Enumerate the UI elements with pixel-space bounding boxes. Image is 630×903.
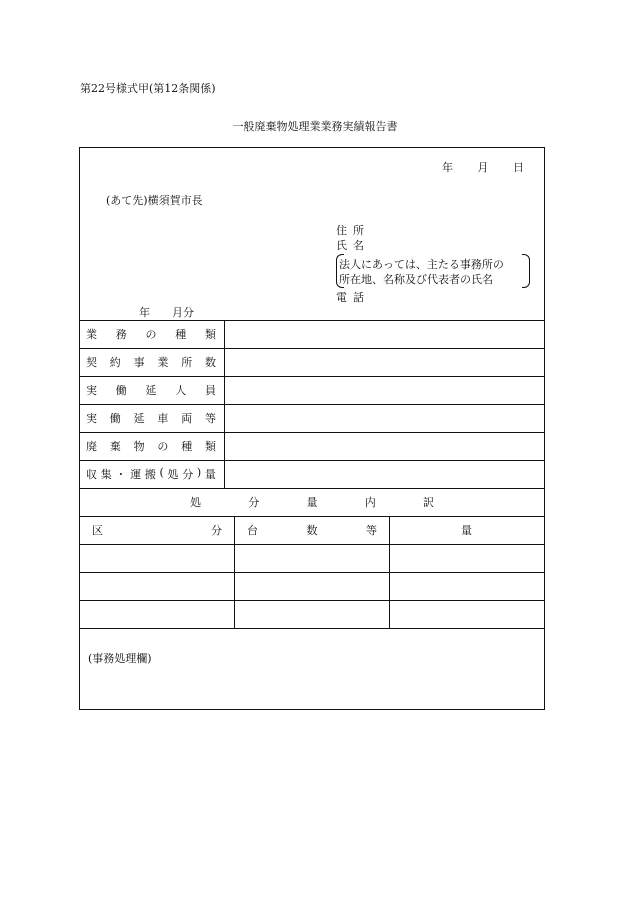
breakdown-cell[interactable] — [390, 544, 543, 572]
label-char: 働 — [109, 412, 121, 425]
breakdown-row — [80, 600, 544, 629]
label-char: の — [145, 328, 157, 341]
item-row-label-text — [86, 382, 216, 398]
item-row-label — [80, 376, 225, 404]
period-year: 年 — [139, 306, 150, 319]
breakdown-title-char: 分 — [248, 496, 260, 509]
label-char: 種 — [181, 440, 193, 453]
label-char: の — [157, 440, 169, 453]
date-line — [442, 159, 524, 175]
label-char: 集 — [100, 468, 112, 481]
column-header — [80, 516, 235, 544]
item-row-value-field[interactable] — [225, 376, 544, 404]
label-char: 業 — [86, 328, 97, 341]
label-char: 車 — [157, 412, 169, 425]
breakdown-title-row — [80, 488, 544, 517]
breakdown-cell[interactable] — [390, 572, 543, 600]
item-row-label — [80, 404, 225, 432]
column-header-char: 区 — [92, 524, 103, 537]
label-char: 類 — [204, 440, 216, 453]
memo-label: (事務処理欄) — [88, 652, 152, 665]
form-header — [80, 148, 544, 321]
breakdown-title-char: 内 — [364, 496, 376, 509]
item-row — [80, 460, 544, 489]
item-row-label-text — [86, 410, 216, 426]
label-char: 所 — [181, 356, 193, 369]
label-char: 搬 — [144, 468, 156, 481]
breakdown-row — [80, 572, 544, 601]
column-header-char: 台 — [247, 524, 258, 537]
addressee: (あて先)横須賀市長 — [106, 194, 203, 207]
breakdown-header-row — [80, 516, 544, 545]
item-row-label-text — [86, 466, 216, 482]
label-char: 分 — [182, 468, 194, 481]
column-header-text — [402, 522, 531, 538]
document-title: 一般廃棄物処理業業務実績報告書 — [232, 120, 398, 133]
item-row-value-field[interactable] — [225, 320, 544, 348]
report-form — [79, 147, 545, 710]
column-header-char: 量 — [461, 524, 472, 537]
label-char: 実 — [86, 412, 97, 425]
item-row-value-field[interactable] — [225, 432, 544, 460]
breakdown-title-char: 処 — [190, 496, 201, 509]
item-row-label — [80, 432, 225, 460]
label-char: 棄 — [109, 440, 121, 453]
label-char: 量 — [204, 468, 216, 481]
item-row-value-field[interactable] — [225, 348, 544, 376]
note-bracket-right — [522, 254, 530, 288]
address-label: 住所 — [336, 224, 370, 237]
label-char: 処 — [167, 468, 179, 481]
item-row-label-text — [86, 326, 216, 342]
breakdown-cell[interactable] — [80, 544, 235, 572]
label-char: 運 — [130, 468, 142, 481]
item-row-value-field[interactable] — [225, 404, 544, 432]
column-header-char: 分 — [211, 524, 222, 537]
column-header-text — [92, 522, 222, 538]
column-header-char: 数 — [306, 524, 318, 537]
label-char: 人 — [175, 384, 187, 397]
label-char: 業 — [157, 356, 169, 369]
breakdown-cell[interactable] — [235, 600, 390, 628]
column-header — [235, 516, 390, 544]
label-char: 物 — [133, 440, 145, 453]
label-char: 契 — [86, 356, 97, 369]
corporate-note — [336, 254, 530, 288]
breakdown-cell[interactable] — [80, 600, 235, 628]
item-row-value-field[interactable] — [225, 460, 544, 488]
date-day-char: 日 — [513, 161, 524, 174]
period-month: 月分 — [172, 306, 194, 319]
item-row — [80, 320, 544, 349]
label-char: 約 — [109, 356, 121, 369]
date-month-char: 月 — [477, 161, 489, 174]
breakdown-title-char: 量 — [306, 496, 318, 509]
breakdown-title — [190, 494, 434, 510]
item-row-label — [80, 348, 225, 376]
label-char: 員 — [205, 384, 216, 397]
period-line — [139, 304, 194, 320]
label-char: 実 — [86, 384, 97, 397]
phone-label: 電話 — [336, 291, 370, 304]
breakdown-cell[interactable] — [235, 572, 390, 600]
item-row — [80, 348, 544, 377]
form-number: 第22号様式甲(第12条関係) — [80, 82, 216, 95]
column-header-text — [247, 522, 377, 538]
label-char: 延 — [133, 412, 145, 425]
column-header-char: 等 — [366, 524, 377, 537]
label-char: ) — [196, 466, 202, 479]
label-char: 収 — [86, 468, 97, 481]
column-header — [390, 516, 543, 544]
label-char: 働 — [115, 384, 127, 397]
label-char: 両 — [181, 412, 193, 425]
label-char: 類 — [205, 328, 216, 341]
label-char: 延 — [145, 384, 157, 397]
breakdown-cell[interactable] — [235, 544, 390, 572]
item-row — [80, 432, 544, 461]
note-line-2: 所在地、名称及び代表者の氏名 — [339, 273, 493, 286]
breakdown-cell[interactable] — [390, 600, 543, 628]
breakdown-cell[interactable] — [80, 572, 235, 600]
label-char: 廃 — [86, 440, 97, 453]
label-char: 種 — [175, 328, 187, 341]
label-char: ・ — [115, 468, 127, 481]
item-row-label-text — [86, 354, 216, 370]
item-row-label — [80, 460, 225, 488]
label-char: ( — [159, 466, 164, 479]
date-year-char: 年 — [442, 161, 453, 174]
item-row — [80, 376, 544, 405]
label-char: 数 — [204, 356, 216, 369]
item-row-label — [80, 320, 225, 348]
name-label: 氏名 — [336, 239, 370, 252]
item-row — [80, 404, 544, 433]
item-row-label-text — [86, 438, 216, 454]
note-line-1: 法人にあっては、主たる事務所の — [339, 258, 504, 271]
breakdown-title-char: 訳 — [423, 496, 434, 509]
label-char: 事 — [133, 356, 145, 369]
label-char: 務 — [115, 328, 127, 341]
breakdown-row — [80, 544, 544, 573]
label-char: 等 — [204, 412, 216, 425]
